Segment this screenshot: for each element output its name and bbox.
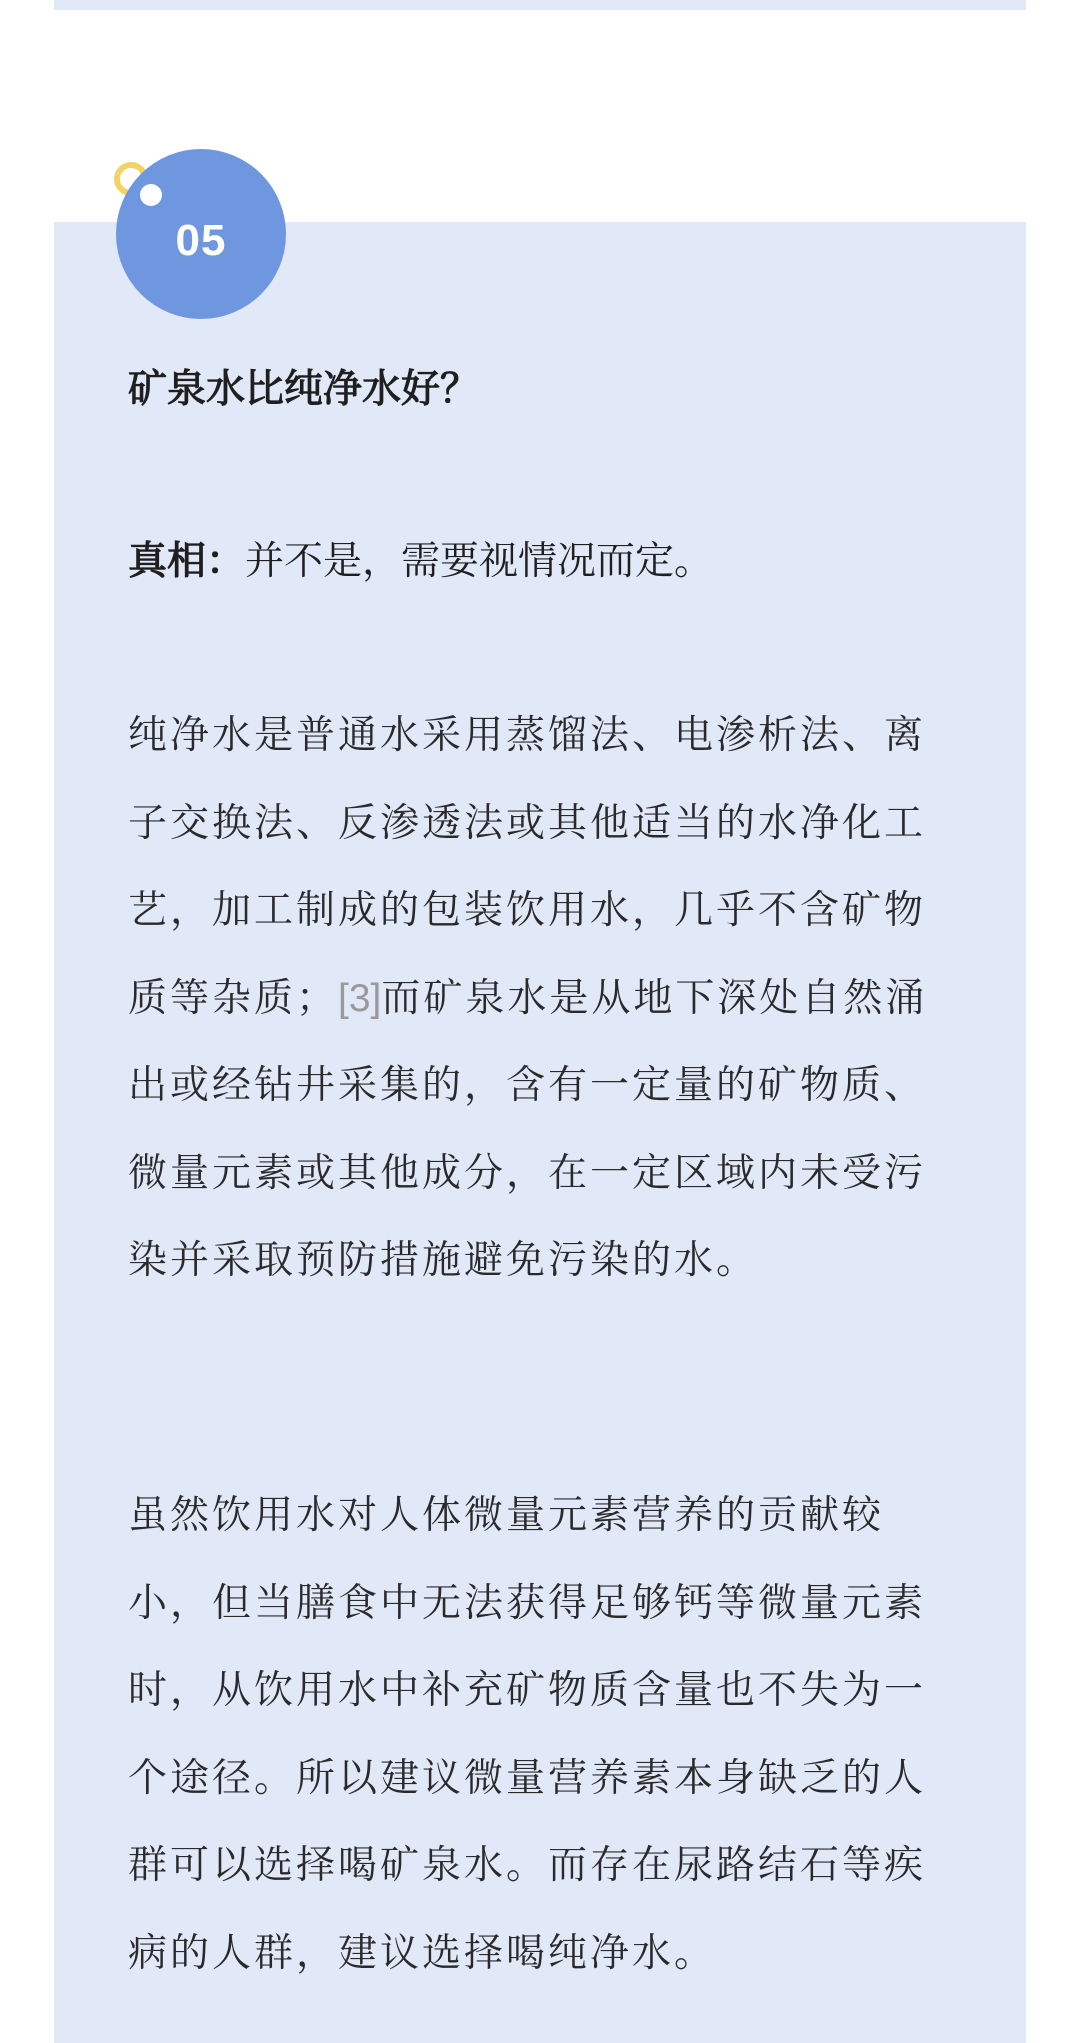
section-number-badge: [116, 149, 286, 319]
paragraph-text: 而矿泉水是从地下深处自然涌出或经钻井采集的，含有一定量的矿物质、微量元素或其他成分，在一定区域内未受污染并采取预防措施避免污染的水。: [128, 975, 928, 1283]
citation-link[interactable]: [3]: [338, 976, 382, 1020]
paragraph-recommendation: 虽然饮用水对人体微量元素营养的贡献较小，但当膳食中无法获得足够钙等微量元素时，从饮用水中补充矿物质含量也不失为一个途径。所以建议微量营养素本身缺乏的人群可以选择喝矿泉水。而存在尿路结石等疾病的人群，建议选择喝纯净水。: [128, 1493, 927, 1976]
paragraph-text: 纯净水是普通水采用蒸馏法、电渗析法、离子交换法、反渗透法或其他适当的水净化工艺，加工制成的包装饮用水，几乎不含矿物质等杂质；: [128, 713, 927, 1021]
paragraph-purified-vs-mineral: [128, 692, 952, 1305]
truth-line: [128, 530, 713, 594]
truth-text: 并不是，需要视情况而定。: [245, 539, 714, 584]
badge-dot-decoration: [140, 184, 162, 206]
truth-label: 真相：: [128, 539, 246, 584]
section-heading: 矿泉水比纯净水好？: [128, 367, 480, 412]
section-number: 05: [175, 216, 227, 265]
previous-card-edge: [54, 0, 1026, 10]
